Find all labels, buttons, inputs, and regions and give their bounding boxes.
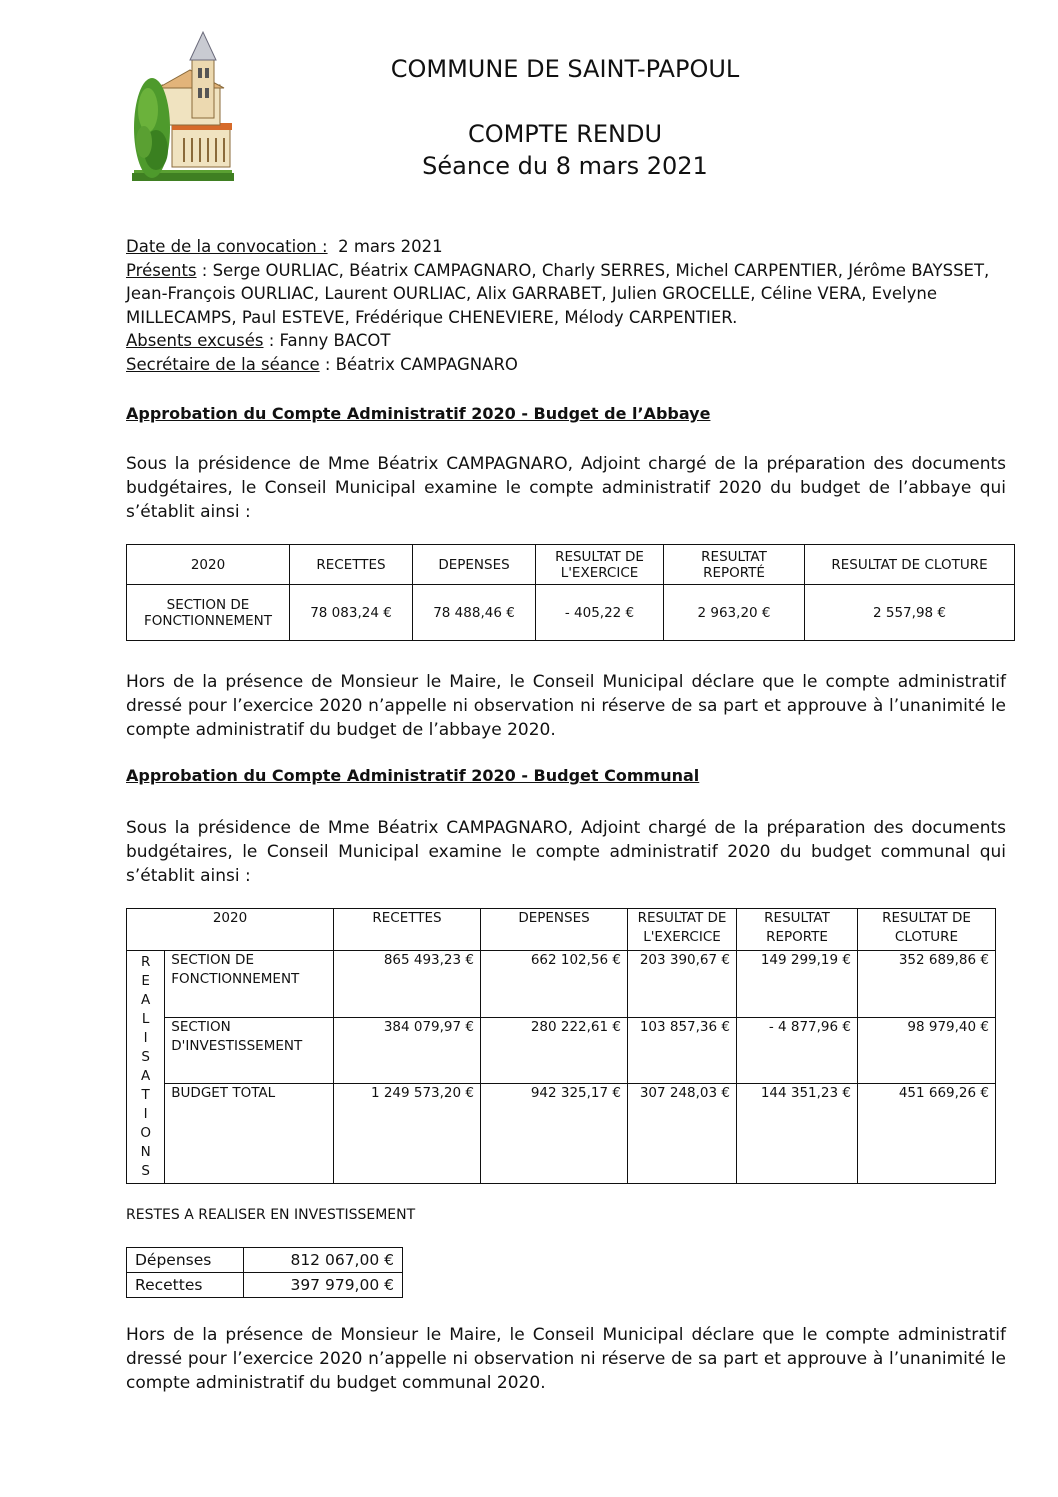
intro-communal: Sous la présidence de Mme Béatrix CAMPAGNARO, Adjoint chargé de la préparation des documents budgétaires, le Conseil Municipal examine le compte administratif 2020 du budget communal qui s’établit ainsi : <box>126 818 1006 886</box>
cell-cloture: 352 689,86 € <box>858 951 996 1018</box>
cell-depenses: 662 102,56 € <box>481 951 628 1018</box>
restes-label: RESTES A REALISER EN INVESTISSEMENT <box>126 1207 416 1223</box>
header-cell: DEPENSES <box>413 545 536 585</box>
header-cell: RESULTAT REPORTE <box>737 909 858 951</box>
session-date: Séance du 8 mars 2021 <box>422 152 708 180</box>
meeting-info <box>126 235 1014 376</box>
table-row <box>127 1084 996 1184</box>
cell-exercice: 203 390,67 € <box>628 951 737 1018</box>
convocation-date: 2 mars 2021 <box>338 237 443 256</box>
header-cell: DEPENSES <box>481 909 628 951</box>
absents-label: Absents excusés <box>126 331 264 350</box>
cell-cloture: 98 979,40 € <box>858 1017 996 1084</box>
realisations-vertical-label: R E A L I S A T I O N S <box>127 951 165 1184</box>
document-type: COMPTE RENDU <box>467 120 663 148</box>
cell-value: 397 979,00 € <box>244 1273 403 1298</box>
cell-cloture: 2 557,98 € <box>805 585 1015 641</box>
cell-reporte: 2 963,20 € <box>664 585 805 641</box>
header-cell: RECETTES <box>290 545 413 585</box>
cell-recettes: 384 079,97 € <box>334 1017 481 1084</box>
secretaire-label: Secrétaire de la séance <box>126 354 320 374</box>
row-label: SECTION D'INVESTISSEMENT <box>165 1017 334 1084</box>
header-cell: RESULTAT REPORTÉ <box>664 545 805 585</box>
heading-communal: Approbation du Compte Administratif 2020 - Budget Communal <box>126 766 700 785</box>
row-label: SECTION DE FONCTIONNEMENT <box>165 951 334 1018</box>
row-label: BUDGET TOTAL <box>165 1084 334 1184</box>
intro-abbaye: Sous la présidence de Mme Béatrix CAMPAGNARO, Adjoint chargé de la préparation des documents budgétaires, le Conseil Municipal examine le compte administratif 2020 du budget de l’abbaye qui s’établit ainsi : <box>126 454 1006 522</box>
row-label: Recettes <box>127 1273 244 1298</box>
cell-recettes: 1 249 573,20 € <box>334 1084 481 1184</box>
row-label: Dépenses <box>127 1248 244 1273</box>
table-header-row <box>127 545 1015 585</box>
commune-title: COMMUNE DE SAINT-PAPOUL <box>390 55 740 83</box>
cell-exercice: - 405,22 € <box>536 585 664 641</box>
header-cell: RESULTAT DE CLOTURE <box>805 545 1015 585</box>
table-row <box>127 1248 403 1273</box>
presents-label: Présents <box>126 260 197 280</box>
table-abbaye <box>126 544 1015 641</box>
header-cell: RESULTAT DE L'EXERCICE <box>536 545 664 585</box>
row-label: SECTION DE FONCTIONNEMENT <box>127 585 290 641</box>
cell-depenses: 78 488,46 € <box>413 585 536 641</box>
cell-depenses: 280 222,61 € <box>481 1017 628 1084</box>
table-restes <box>126 1247 403 1298</box>
cell-exercice: 307 248,03 € <box>628 1084 737 1184</box>
conclusion-abbaye: Hors de la présence de Monsieur le Maire, le Conseil Municipal déclare que le compte administratif dressé pour l’exercice 2020 n’appelle ni observation ni réserve de sa part et approuve à l’unanimité le compte administratif du budget de l’abbaye 2020. <box>126 672 1006 740</box>
cell-reporte: 144 351,23 € <box>737 1084 858 1184</box>
cell-reporte: - 4 877,96 € <box>737 1017 858 1084</box>
table-row <box>127 585 1015 641</box>
cell-recettes: 865 493,23 € <box>334 951 481 1018</box>
table-row <box>127 951 996 1018</box>
header-cell: RECETTES <box>334 909 481 951</box>
cell-reporte: 149 299,19 € <box>737 951 858 1018</box>
heading-abbaye: Approbation du Compte Administratif 2020 - Budget de l’Abbaye <box>126 404 711 423</box>
header-cell: RESULTAT DE CLOTURE <box>858 909 996 951</box>
cell-cloture: 451 669,26 € <box>858 1084 996 1184</box>
cell-recettes: 78 083,24 € <box>290 585 413 641</box>
table-row <box>127 1273 403 1298</box>
table-communal <box>126 908 996 1184</box>
secretaire-name: : Béatrix CAMPAGNARO <box>319 354 518 374</box>
cell-depenses: 942 325,17 € <box>481 1084 628 1184</box>
absents-list: : Fanny BACOT <box>263 331 391 350</box>
table-row <box>127 1017 996 1084</box>
header-cell: RESULTAT DE L'EXERCICE <box>628 909 737 951</box>
header-cell: 2020 <box>127 545 290 585</box>
header-cell: 2020 <box>127 909 334 951</box>
conclusion-communal: Hors de la présence de Monsieur le Maire, le Conseil Municipal déclare que le compte administratif dressé pour l’exercice 2020 n’appelle ni observation ni réserve de sa part et approuve à l’unanimité le compte administratif du budget communal 2020. <box>126 1325 1006 1393</box>
cell-value: 812 067,00 € <box>244 1248 403 1273</box>
table-header-row <box>127 909 996 951</box>
commune-logo <box>132 30 234 182</box>
convocation-label: Date de la convocation : <box>126 237 328 256</box>
presents-list: : Serge OURLIAC, Béatrix CAMPAGNARO, Charly SERRES, Michel CARPENTIER, Jérôme BAYSSET, Jean-François OURLIAC, Laurent OURLIAC, Alix GARRABET, Julien GROCELLE, Céline VERA, Evelyne MILLECAMPS, Paul ESTEVE, Frédérique CHENEVIERE, Mélody CARPENTIER. <box>126 260 990 327</box>
cell-exercice: 103 857,36 € <box>628 1017 737 1084</box>
